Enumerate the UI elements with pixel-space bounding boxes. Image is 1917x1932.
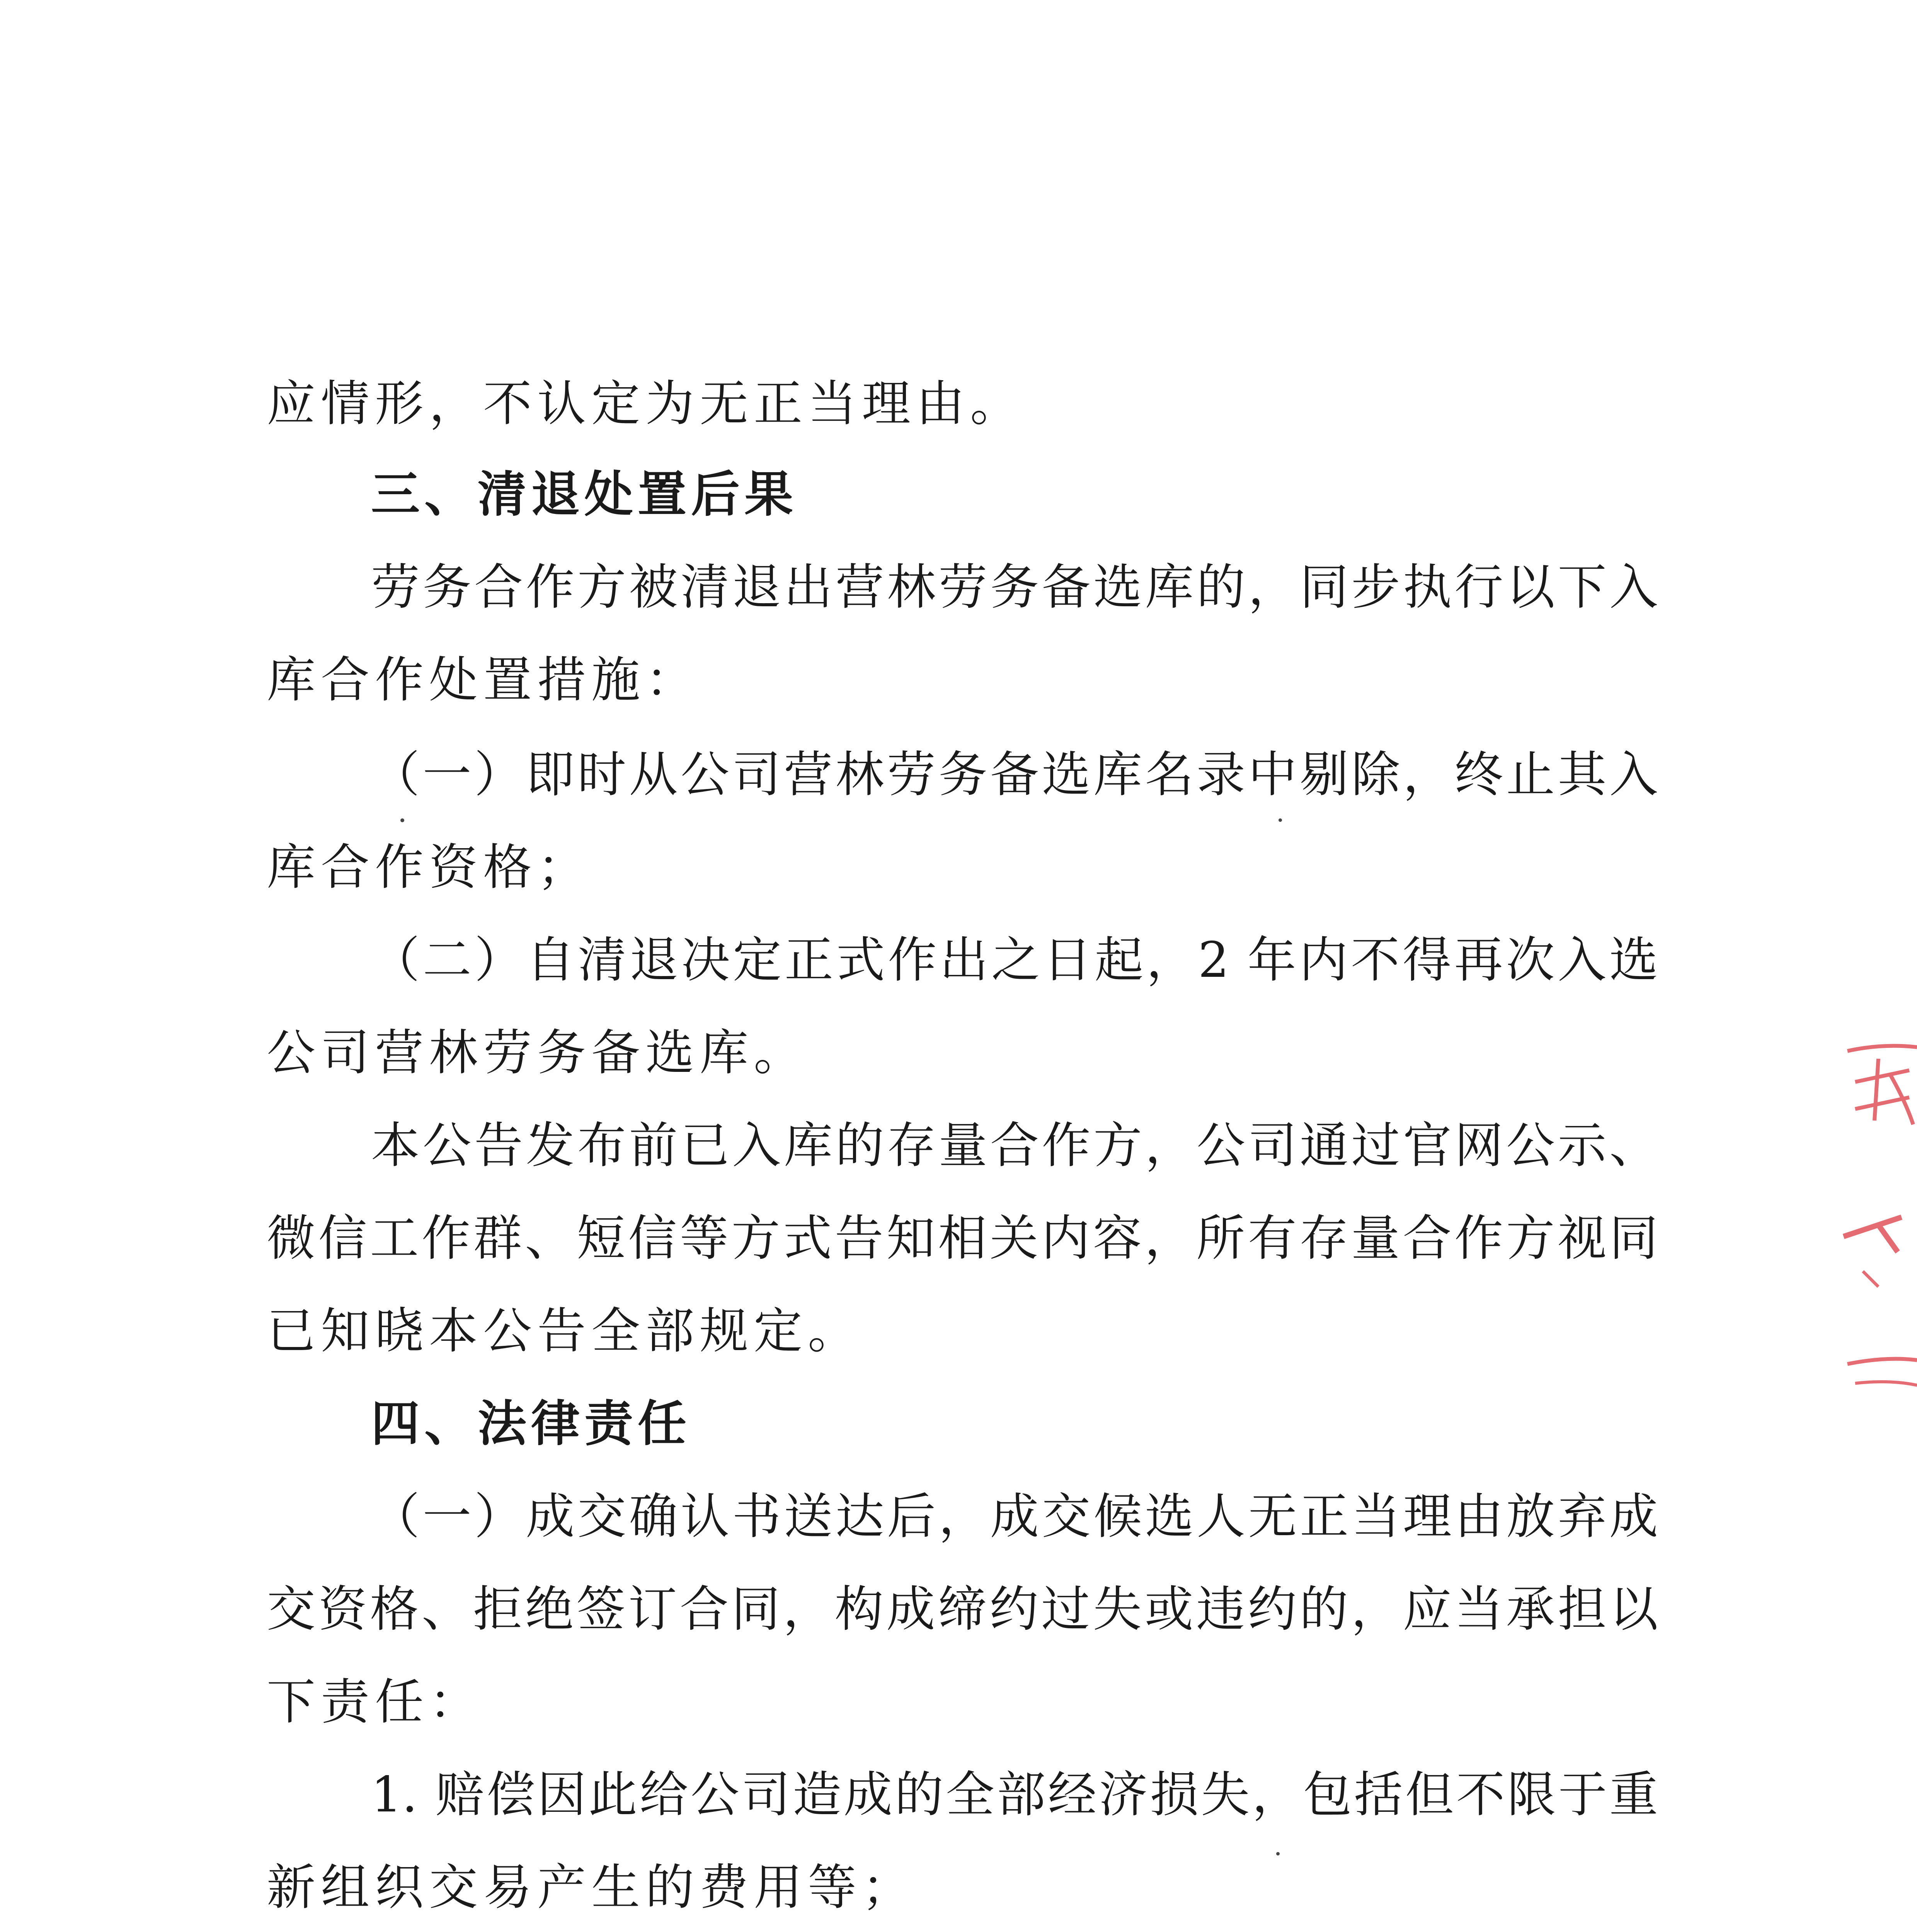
- section-heading-3: 三、清退处置后果: [371, 466, 798, 523]
- paragraph-line: 微信工作群、短信等方式告知相关内容，所有存量合作方视同: [267, 1210, 1658, 1267]
- paragraph-line: 1. 赔偿因此给公司造成的全部经济损失，包括但不限于重: [371, 1766, 1658, 1823]
- section-heading-4: 四、法律责任: [371, 1395, 691, 1452]
- paragraph-line: 库合作处置措施：: [267, 651, 700, 708]
- paragraph-line: 应情形，不认定为无正当理由。: [267, 375, 1024, 432]
- scan-speck: [1279, 818, 1282, 822]
- paragraph-line: 下责任：: [267, 1673, 483, 1730]
- paragraph-line: 新组织交易产生的费用等；: [267, 1859, 916, 1916]
- paragraph-line: 劳务合作方被清退出营林劳务备选库的，同步执行以下入: [371, 559, 1658, 616]
- paragraph-line: 本公告发布前已入库的存量合作方，公司通过官网公示、: [371, 1117, 1658, 1174]
- paragraph-line: 公司营林劳务备选库。: [267, 1024, 808, 1081]
- paragraph-line: 库合作资格；: [267, 839, 591, 896]
- scan-speck: [1276, 1852, 1280, 1855]
- partial-seal-stamp: [1832, 1036, 1917, 1461]
- paragraph-line: （一）即时从公司营林劳务备选库名录中剔除，终止其入: [371, 746, 1658, 803]
- paragraph-line: （二）自清退决定正式作出之日起，2 年内不得再次入选: [371, 932, 1658, 988]
- scan-speck: [400, 818, 404, 822]
- paragraph-line: 已知晓本公告全部规定。: [267, 1303, 862, 1359]
- paragraph-line: 交资格、拒绝签订合同，构成缔约过失或违约的，应当承担以: [267, 1581, 1658, 1638]
- paragraph-line: （一）成交确认书送达后，成交候选人无正当理由放弃成: [371, 1488, 1658, 1545]
